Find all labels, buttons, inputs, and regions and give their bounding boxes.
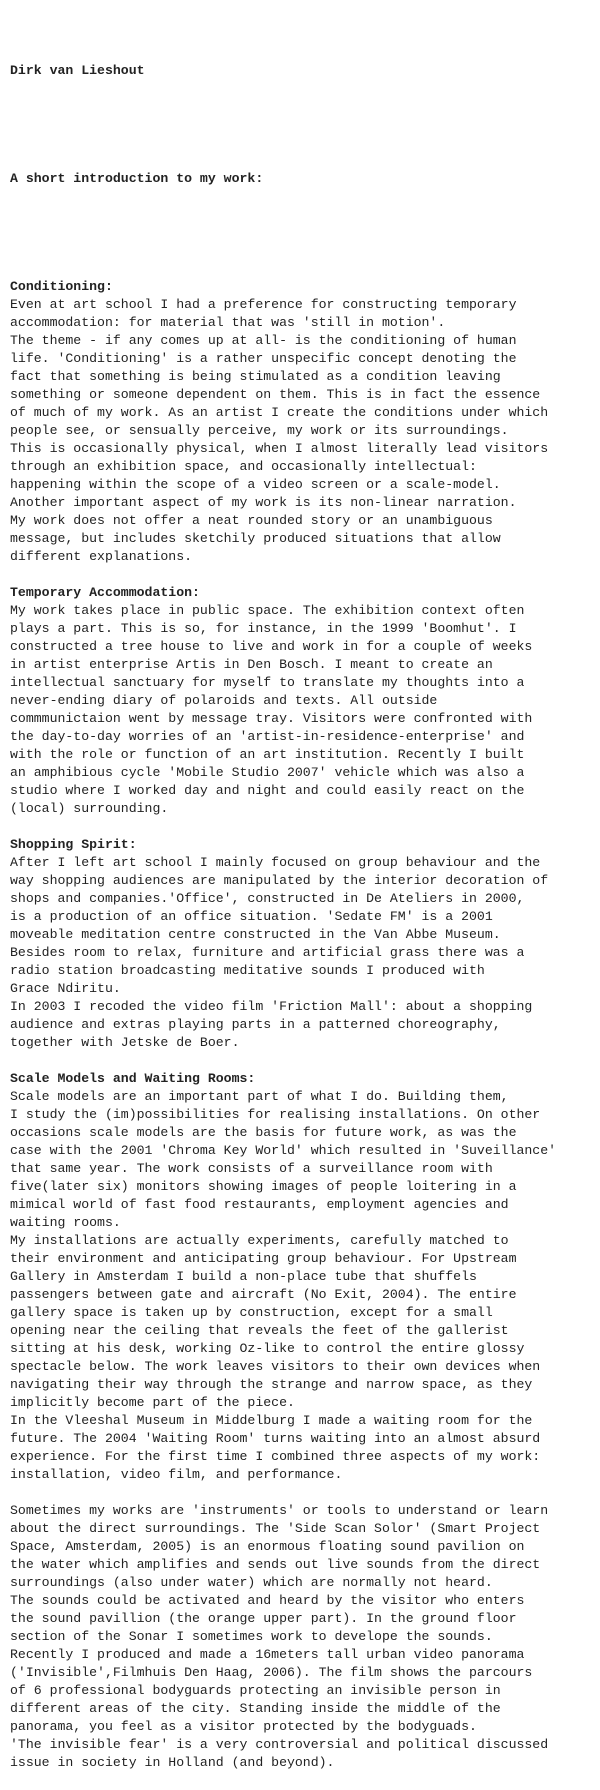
- paragraph-line: Another important aspect of my work is its non-linear narration.: [10, 495, 517, 510]
- paragraph-line: in artist enterprise Artis in Den Bosch. I meant to create an: [10, 657, 493, 672]
- paragraph-line: My work takes place in public space. The exhibition context often: [10, 603, 525, 618]
- paragraph-line: something or someone dependent on them. This is in fact the essence: [10, 387, 541, 402]
- paragraph-line: Sometimes my works are 'instruments' or tools to understand or learn: [10, 1503, 549, 1518]
- paragraph-line: waiting rooms.: [10, 1215, 121, 1230]
- paragraph-line: fact that something is being stimulated as a condition leaving: [10, 369, 501, 384]
- paragraph-line: life. 'Conditioning' is a rather unspecific concept denoting the: [10, 351, 517, 366]
- spacer: [10, 1484, 590, 1502]
- paragraph-line: I study the (im)possibilities for realising installations. On other: [10, 1107, 541, 1122]
- spacer: [10, 566, 590, 584]
- paragraph-line: about the direct surroundings. The 'Side Scan Solor' (Smart Project: [10, 1521, 541, 1536]
- section: [10, 1070, 590, 1484]
- paragraph-line: the water which amplifies and sends out live sounds from the direct: [10, 1557, 541, 1572]
- paragraph-line: Scale models are an important part of what I do. Building them,: [10, 1089, 509, 1104]
- paragraph-line: mimical world of fast food restaurants, employment agencies and: [10, 1197, 509, 1212]
- paragraph-line: passengers between gate and aircraft (No Exit, 2004). The entire: [10, 1287, 517, 1302]
- paragraph-line: sitting at his desk, working Oz-like to control the entire glossy: [10, 1341, 525, 1356]
- paragraph-line: people see, or sensually perceive, my work or its surroundings.: [10, 423, 509, 438]
- paragraph-line: shops and companies.'Office', constructed in De Ateliers in 2000,: [10, 891, 525, 906]
- paragraph-line: intellectual sanctuary for myself to translate my thoughts into a: [10, 675, 525, 690]
- paragraph-line: happening within the scope of a video screen or a scale-model.: [10, 477, 501, 492]
- paragraph-line: The theme - if any comes up at all- is the conditioning of human: [10, 333, 517, 348]
- paragraph-line: My work does not offer a neat rounded story or an unambiguous: [10, 513, 493, 528]
- spacer: [10, 116, 590, 134]
- spacer: [10, 224, 590, 242]
- paragraph-line: section of the Sonar I sometimes work to develope the sounds.: [10, 1629, 493, 1644]
- paragraph-line: message, but includes sketchily produced situations that allow: [10, 531, 501, 546]
- paragraph-line: In 2003 I recoded the video film 'Friction Mall': about a shopping: [10, 999, 533, 1014]
- paragraph-line: In the Vleeshal Museum in Middelburg I made a waiting room for the: [10, 1413, 533, 1428]
- paragraph-line: commmunictaion went by message tray. Visitors were confronted with: [10, 711, 533, 726]
- paragraph-line: 'The invisible fear' is a very controversial and political discussed: [10, 1737, 549, 1752]
- paragraph-line: the sound pavillion (the orange upper part). In the ground floor: [10, 1611, 517, 1626]
- paragraph-line: is a production of an office situation. 'Sedate FM' is a 2001: [10, 909, 493, 924]
- paragraph-line: navigating their way through the strange and narrow space, as they: [10, 1377, 533, 1392]
- paragraph-line: plays a part. This is so, for instance, in the 1999 'Boomhut'. I: [10, 621, 517, 636]
- paragraph-line: gallery space is taken up by construction, except for a small: [10, 1305, 493, 1320]
- spacer: [10, 1052, 590, 1070]
- paragraph-line: future. The 2004 'Waiting Room' turns waiting into an almost absurd: [10, 1431, 541, 1446]
- paragraph-line: Recently I produced and made a 16meters tall urban video panorama: [10, 1647, 525, 1662]
- paragraph-line: After I left art school I mainly focused on group behaviour and the: [10, 855, 541, 870]
- paragraph-line: surroundings (also under water) which are normally not heard.: [10, 1575, 493, 1590]
- section-heading: Conditioning:: [10, 279, 113, 294]
- paragraph-line: Gallery in Amsterdam I build a non-place tube that shuffels: [10, 1269, 477, 1284]
- section: [10, 584, 590, 818]
- paragraph-line: ('Invisible',Filmhuis Den Haag, 2006). The film shows the parcours: [10, 1665, 533, 1680]
- sections-container: [10, 278, 590, 1772]
- paragraph-line: never-ending diary of polaroids and texts. All outside: [10, 693, 438, 708]
- section: [10, 836, 590, 1052]
- paragraph-line: with the role or function of an art institution. Recently I built: [10, 747, 525, 762]
- paragraph-line: Even at art school I had a preference for constructing temporary: [10, 297, 517, 312]
- page-subtitle: A short introduction to my work:: [10, 171, 264, 186]
- paragraph-line: an amphibious cycle 'Mobile Studio 2007' vehicle which was also a: [10, 765, 525, 780]
- paragraph-line: way shopping audiences are manipulated by the interior decoration of: [10, 873, 549, 888]
- paragraph-line: The sounds could be activated and heard by the visitor who enters: [10, 1593, 525, 1608]
- paragraph-line: of much of my work. As an artist I create the conditions under which: [10, 405, 549, 420]
- paragraph-line: radio station broadcasting meditative sounds I produced with: [10, 963, 485, 978]
- section-heading: Temporary Accommodation:: [10, 585, 200, 600]
- section-heading: Shopping Spirit:: [10, 837, 137, 852]
- section-heading: Scale Models and Waiting Rooms:: [10, 1071, 256, 1086]
- paragraph-line: case with the 2001 'Chroma Key World' which resulted in 'Suveillance': [10, 1143, 557, 1158]
- paragraph-line: accommodation: for material that was 'still in motion'.: [10, 315, 446, 330]
- paragraph-line: experience. For the first time I combined three aspects of my work:: [10, 1449, 541, 1464]
- paragraph-line: the day-to-day worries of an 'artist-in-residence-enterprise' and: [10, 729, 525, 744]
- paragraph-line: installation, video film, and performance.: [10, 1467, 343, 1482]
- paragraph-line: Besides room to relax, furniture and artificial grass there was a: [10, 945, 525, 960]
- paragraph-line: constructed a tree house to live and work in for a couple of weeks: [10, 639, 533, 654]
- paragraph-line: their environment and anticipating group behaviour. For Upstream: [10, 1251, 517, 1266]
- section: [10, 1502, 590, 1772]
- paragraph-line: opening near the ceiling that reveals the feet of the gallerist: [10, 1323, 509, 1338]
- paragraph-line: issue in society in Holland (and beyond).: [10, 1755, 335, 1770]
- paragraph-line: (local) surrounding.: [10, 801, 169, 816]
- paragraph-line: of 6 professional bodyguards protecting an invisible person in: [10, 1683, 501, 1698]
- paragraph-line: studio where I worked day and night and could easily react on the: [10, 783, 525, 798]
- page-title: Dirk van Lieshout: [10, 63, 145, 78]
- paragraph-line: that same year. The work consists of a surveillance room with: [10, 1161, 493, 1176]
- section: [10, 278, 590, 566]
- paragraph-line: panorama, you feel as a visitor protected by the bodyguads.: [10, 1719, 477, 1734]
- paragraph-line: Grace Ndiritu.: [10, 981, 121, 996]
- paragraph-line: moveable meditation centre constructed in the Van Abbe Museum.: [10, 927, 501, 942]
- paragraph-line: audience and extras playing parts in a patterned choreography,: [10, 1017, 501, 1032]
- paragraph-line: different areas of the city. Standing inside the middle of the: [10, 1701, 501, 1716]
- paragraph-line: My installations are actually experiments, carefully matched to: [10, 1233, 509, 1248]
- paragraph-line: occasions scale models are the basis for future work, as was the: [10, 1125, 517, 1140]
- paragraph-line: together with Jetske de Boer.: [10, 1035, 240, 1050]
- paragraph-line: five(later six) monitors showing images of people loitering in a: [10, 1179, 517, 1194]
- paragraph-line: different explanations.: [10, 549, 193, 564]
- paragraph-line: Space, Amsterdam, 2005) is an enormous floating sound pavilion on: [10, 1539, 525, 1554]
- paragraph-line: implicitly become part of the piece.: [10, 1395, 295, 1410]
- paragraph-line: This is occasionally physical, when I almost literally lead visitors: [10, 441, 549, 456]
- paragraph-line: spectacle below. The work leaves visitors to their own devices when: [10, 1359, 541, 1374]
- paragraph-line: through an exhibition space, and occasionally intellectual:: [10, 459, 477, 474]
- spacer: [10, 818, 590, 836]
